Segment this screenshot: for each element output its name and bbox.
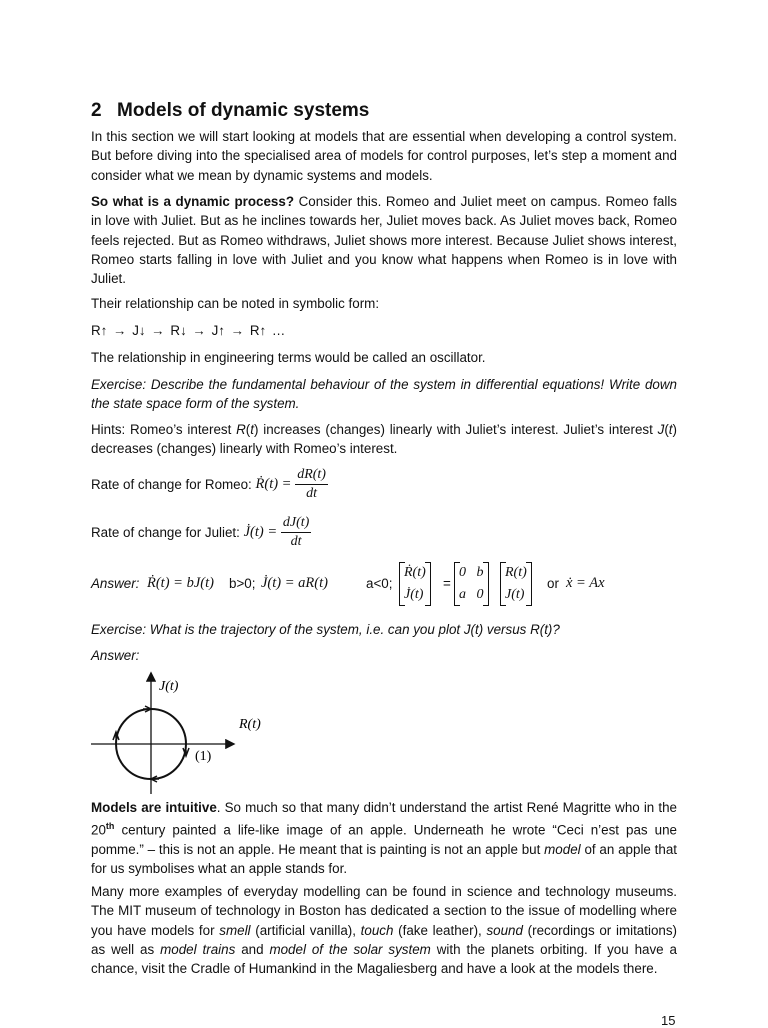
plot-y-label: J(t) <box>159 679 179 694</box>
symbolic-form: R↑ → J↓ → R↓ → J↑ → R↑ … <box>91 323 286 338</box>
museum-e: and <box>235 941 270 957</box>
state-vector-lhs-r: Ṙ(t) <box>404 565 426 580</box>
hints-j: J <box>657 422 665 437</box>
hints-r: R <box>236 422 246 437</box>
museum-paragraph <box>91 882 677 978</box>
rate-romeo-numerator: dR(t) <box>295 466 328 485</box>
state-vector-rhs-r: R(t) <box>505 565 527 580</box>
answer-eq2: J̇(t) = aR(t) <box>261 575 328 591</box>
answer-label-plot: Answer: <box>91 648 140 663</box>
oscillator-sentence: The relationship in engineering terms would be called an oscillator. <box>91 350 486 365</box>
state-vector-lhs <box>399 562 431 606</box>
models-intuitive-sup: th <box>105 821 115 832</box>
museum-c: (fake leather), <box>393 922 487 938</box>
rate-juliet-numerator: dJ(t) <box>281 514 311 533</box>
museum-sound: sound <box>486 922 523 938</box>
models-intuitive-model: model <box>544 842 581 858</box>
rate-juliet <box>91 514 311 551</box>
hints-t2: t <box>668 422 673 437</box>
hints-paragraph: Hints: Romeo’s interest R(t) increases (changes) linearly with Juliet’s interest. Juliet’s interest J(t) decreases (changes) linearly with Romeo’s interest. <box>91 422 677 457</box>
answer-cond1: b>0; <box>229 576 256 591</box>
trajectory-arrow-top <box>143 706 151 712</box>
models-intuitive-lead: Models are intuitive <box>91 800 217 815</box>
exercise-differential: Exercise: Describe the fundamental behaviour of the system in differential equations! Write down the state space form of the system. <box>91 377 677 412</box>
answer-cond2: a<0; <box>366 576 393 591</box>
museum-f: with the planets orbiting. If you have a chance, visit the Cradle of Humankind in the Magaliesberg and have a look at the models there. <box>91 941 677 977</box>
section-heading <box>91 100 369 122</box>
museum-solar: model of the solar system <box>269 941 431 957</box>
rate-romeo-fraction <box>295 466 328 503</box>
rate-romeo-lhs: Ṙ(t) = <box>255 476 292 492</box>
dynamic-process-paragraph <box>91 192 677 288</box>
museum-d: (recordings or imitations) as well as <box>91 922 677 957</box>
trajectory-arrow-bottom <box>151 776 159 782</box>
document-page <box>91 0 677 1024</box>
models-intuitive-paragraph <box>91 798 677 879</box>
hints-text-a: Hints: Romeo’s interest <box>91 422 237 437</box>
system-matrix <box>454 562 489 606</box>
symbolic-intro: Their relationship can be noted in symbolic form: <box>91 296 380 311</box>
rate-juliet-lhs: J̇(t) = <box>243 524 278 540</box>
rate-juliet-fraction <box>281 514 311 551</box>
rate-juliet-denominator: dt <box>290 534 302 549</box>
trajectory-plot <box>91 668 291 796</box>
dynamic-process-lead: So what is a dynamic process? <box>91 194 295 209</box>
system-matrix-row1: 0 b <box>459 565 484 580</box>
models-intuitive-c: of an apple that for us symbolises what an apple stands for. <box>91 842 677 877</box>
museum-touch: touch <box>360 922 394 938</box>
models-intuitive-b: century painted a life-like image of an apple. Underneath he wrote “Ceci n’est pas une pomme.” – this is not an apple. He meant that is painting is not an apple but <box>91 822 677 858</box>
rate-juliet-label: Rate of change for Juliet: <box>91 525 240 540</box>
rate-romeo <box>91 466 328 503</box>
system-matrix-row2: a 0 <box>459 587 484 602</box>
exercise-trajectory: Exercise: What is the trajectory of the system, i.e. can you plot J(t) versus R(t)? <box>91 622 560 637</box>
intro-paragraph: In this section we will start looking at models that are essential when developing a control system. But before diving into the specialised area of models for control purposes, let’s step a moment and consider what we mean by dynamic systems and models. <box>91 129 677 183</box>
models-intuitive-a: . So much so that many didn’t understand the artist René Magritte who in the 20 <box>91 800 677 838</box>
state-vector-rhs-j: J(t) <box>505 587 525 602</box>
answer-or: or <box>547 576 559 591</box>
matrix-equals: = <box>443 576 451 591</box>
hints-text-c: ) decreases (changes) linearly with Romeo’s interest. <box>91 422 677 457</box>
answer-compact: ẋ = Ax <box>566 575 605 591</box>
museum-b: (artificial vanilla), <box>250 922 361 938</box>
rate-romeo-label: Rate of change for Romeo: <box>91 477 252 492</box>
plot-curve-label: (1) <box>195 749 212 764</box>
dynamic-process-body: Consider this. Romeo and Juliet meet on campus. Romeo falls in love with Juliet. But as he inclines towards her, Juliet moves back. As Juliet moves back, Romeo feels rejected. But as Romeo withdraws, Juliet shows more interest. Because Juliet shows interest, Romeo starts falling in love with Juliet and you know what happens when Romeo is in love with Juliet. <box>91 194 677 287</box>
section-number: 2 <box>91 100 102 121</box>
museum-a: Many more examples of everyday modelling can be found in science and technology museums. The MIT museum of technology in Boston has dedicated a section to the issue of modelling where you have models for <box>91 884 677 938</box>
state-vector-rhs <box>500 562 532 606</box>
section-title: Models of dynamic systems <box>117 100 370 121</box>
answer-label: Answer: <box>91 576 140 591</box>
state-vector-lhs-j: J̇(t) <box>404 587 424 602</box>
museum-smell: smell <box>219 922 251 938</box>
answer-eq1: Ṙ(t) = bJ(t) <box>147 575 214 591</box>
hints-text-b: ) increases (changes) linearly with Juliet’s interest. Juliet’s interest <box>254 422 658 437</box>
plot-x-label: R(t) <box>239 717 261 732</box>
museum-trains: model trains <box>160 941 236 957</box>
page-number: 15 <box>661 1013 676 1028</box>
rate-romeo-denominator: dt <box>306 486 318 501</box>
hints-t1: t <box>250 422 254 437</box>
